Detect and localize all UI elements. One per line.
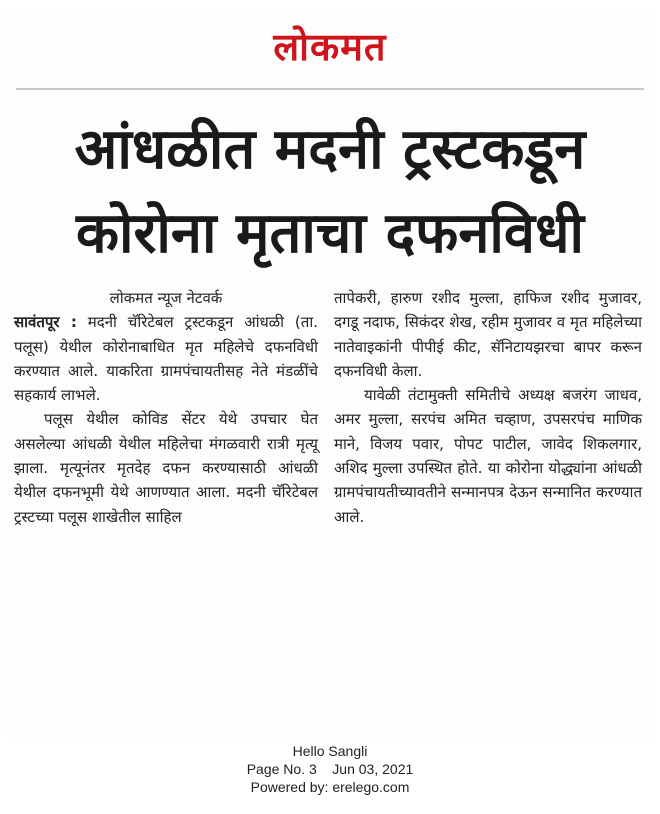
headline-line-2: कोरोना मृताचा दफनविधी — [75, 201, 585, 266]
page-and-date: Page No. 3 Jun 03, 2021 — [246, 761, 414, 777]
article-paragraph-2-continued: तापेकरी, हारुण रशीद मुल्ला, हाफिज रशीद मुजावर, दगडू नदाफ, सिकंदर शेख, रहीम मुजावर व मृत महिलेच्या नातेवाइकांनी पीपीई कीट, सॅनिटायझरचा बापर करून दफनविधी केला. — [334, 289, 642, 380]
edition-name: Hello Sangli — [292, 743, 368, 759]
article-paragraph-3: यावेळी तंटामुक्ती समितीचे अध्यक्ष बजरंग जाधव, अमर मुल्ला, सरपंच अमित चव्हाण, उपसरपंच माणिक माने, विजय पवार, पोपट पाटील, जावेद शिकलगार, अशिद मुल्ला उपस्थित होते. या कोरोना योद्ध्यांना आंधळी ग्रामपंचायतीच्यावतीने सन्मानपत्र देऊन सन्मानित करण्यात आले. — [334, 386, 642, 526]
article-column-left — [14, 286, 318, 529]
page-footer — [0, 742, 660, 796]
powered-by: Powered by: erelego.com — [250, 779, 410, 795]
masthead-divider — [16, 88, 644, 90]
byline: लोकमत न्यूज नेटवर्क — [109, 289, 223, 307]
masthead-logo: लोकमत — [273, 25, 387, 69]
article-paragraph-1 — [14, 310, 318, 407]
dateline: सावंतपूर : — [14, 313, 77, 332]
headline — [14, 108, 646, 276]
paragraph-1-text: मदनी चॅरिटेबल ट्रस्टकडून आंधळी (ता. पलूस) येथील कोरोनाबाधित मृत महिलेचे दफनविधी करण्यात आले. याकरिता ग्रामपंचायतीसह नेते मंडळींचे सहकार्य लाभले. — [14, 313, 318, 405]
article-paragraph-2: पलूस येथील कोविड सेंटर येथे उपचार घेत असलेल्या आंधळी येथील महिलेचा मंगळवारी रात्री मृत्यू झाला. मृत्यूनंतर मृतदेह दफन करण्यासाठी आंधळी येथील दफनभूमी येथे आणण्यात आला. मदनी चॅरिटेबल ट्रस्टच्या पलूस शाखेतील साहिल — [14, 410, 318, 526]
newspaper-clipping — [6, 8, 654, 738]
article-column-right — [334, 286, 642, 529]
headline-line-1: आंधळीत मदनी ट्रस्टकडून — [74, 117, 586, 182]
